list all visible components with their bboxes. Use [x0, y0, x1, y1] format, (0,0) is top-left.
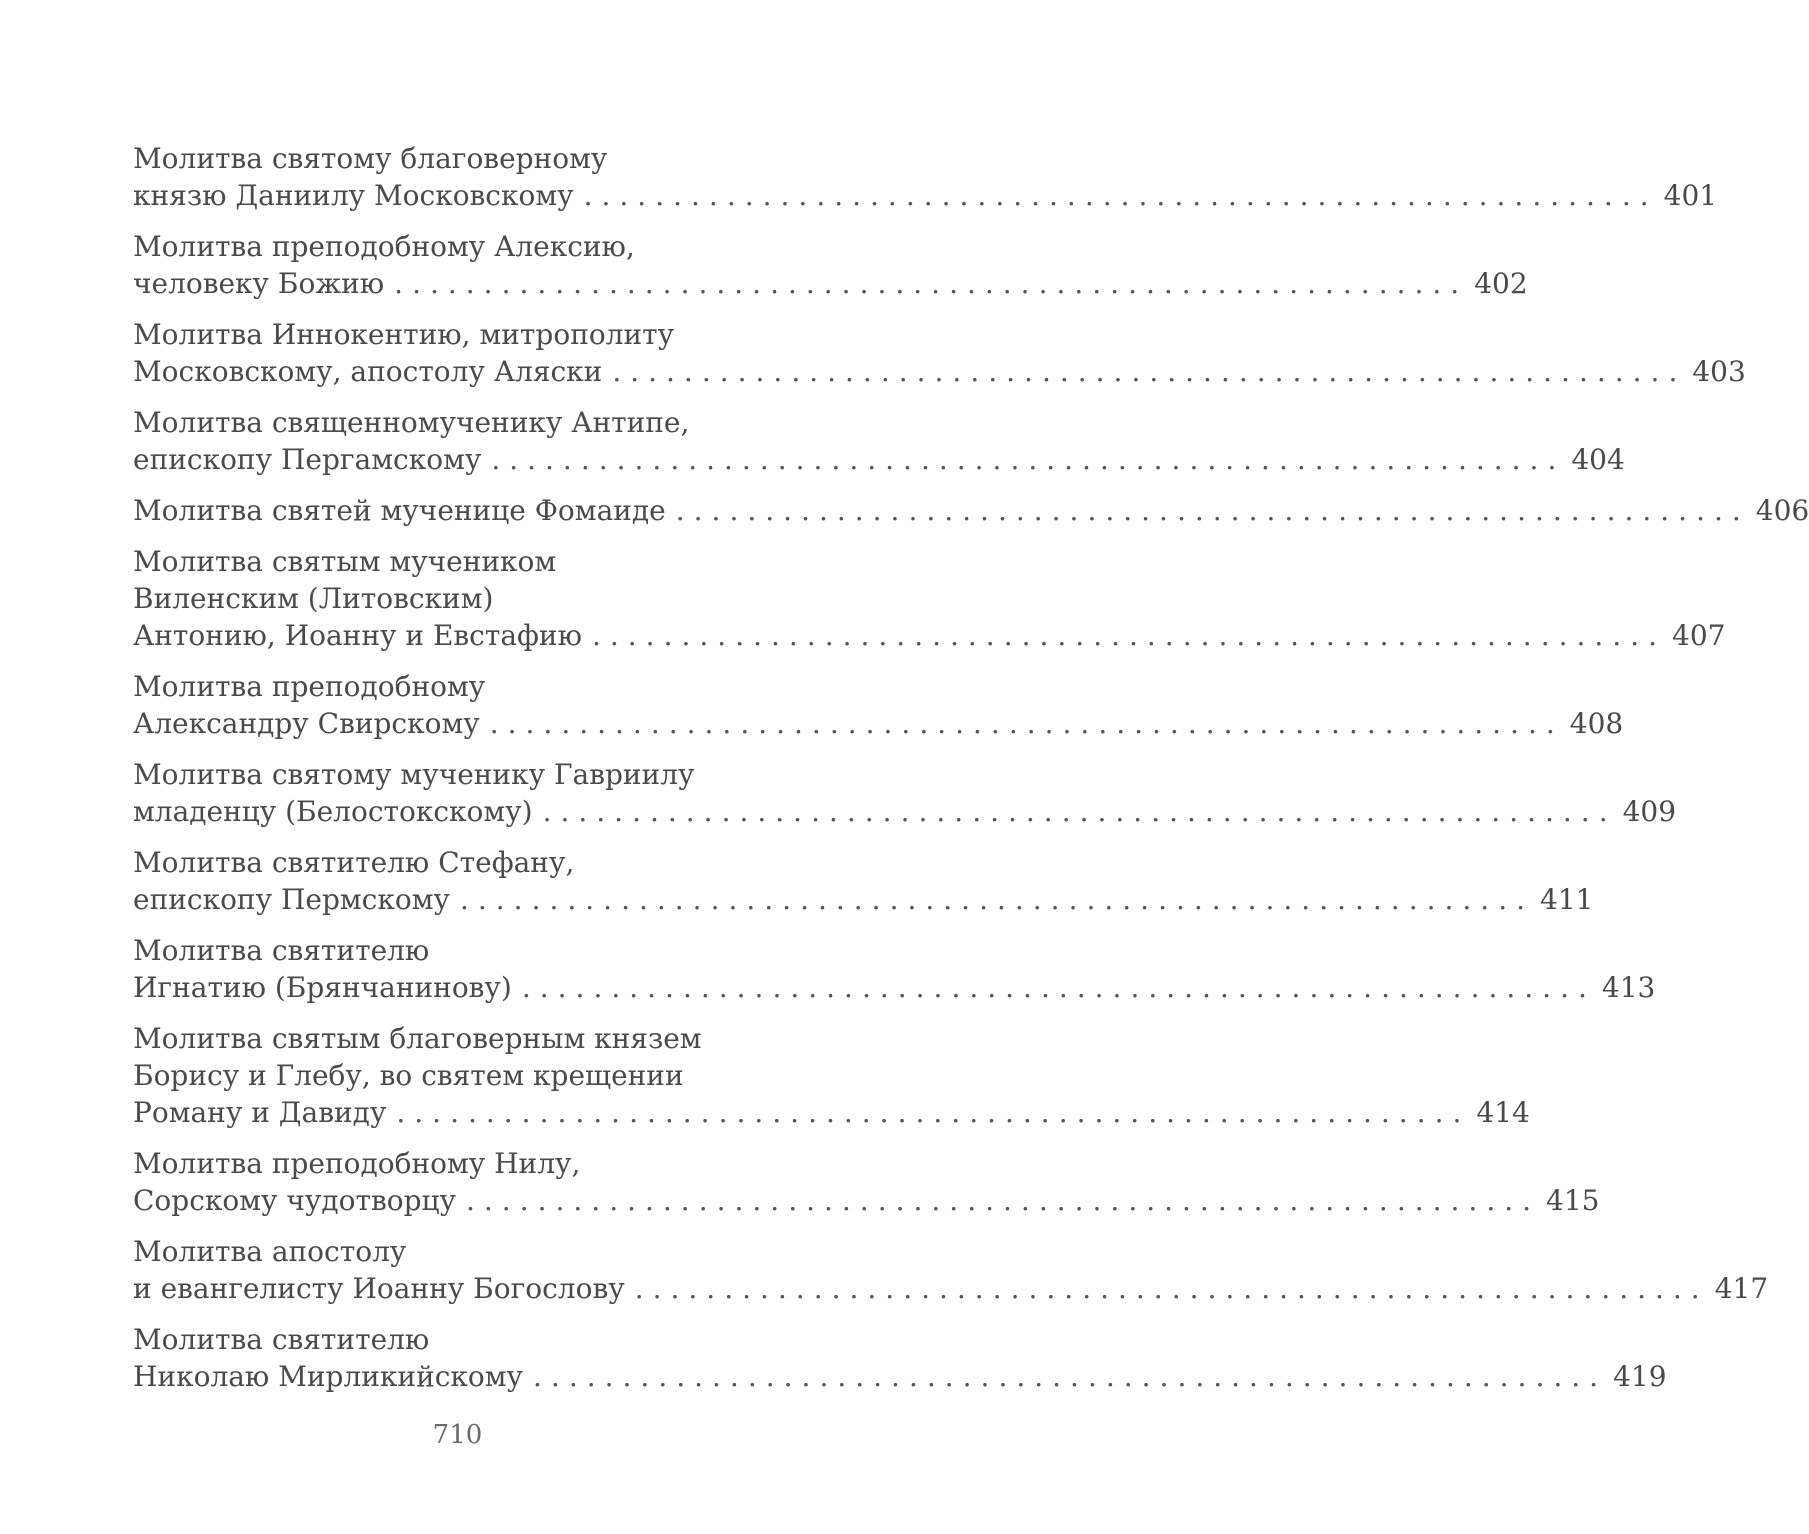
table-of-contents	[133, 140, 1809, 1395]
toc-entry-title-line: Антонию, Иоанну и Евстафию	[133, 619, 582, 652]
toc-entry-title-line: Молитва Иннокентию, митрополиту	[133, 318, 675, 351]
toc-entry-title-line: Молитва священномученику Антипе,	[133, 406, 690, 439]
toc-entry	[133, 228, 1528, 302]
toc-entry	[133, 543, 1726, 654]
toc-entry-last-line	[133, 705, 1624, 742]
toc-entry-title-line: Молитва святителю Стефану,	[133, 846, 575, 879]
dot-leader: ............................................................	[459, 883, 1534, 916]
toc-entry-last-line	[133, 441, 1625, 478]
toc-entry-title-line: Молитва святому мученику Гавриилу	[133, 758, 695, 791]
toc-entry	[133, 1321, 1667, 1395]
toc-entry-last-line	[133, 969, 1656, 1006]
toc-page-number: 402	[1474, 267, 1528, 300]
toc-entry-last-line	[133, 617, 1726, 654]
page-number: 710	[432, 1420, 483, 1450]
toc-entry	[133, 844, 1594, 918]
toc-entry-title-line: Игнатию (Брянчанинову)	[133, 971, 512, 1004]
toc-page-number: 413	[1601, 971, 1656, 1004]
toc-page-number: 409	[1622, 795, 1677, 828]
toc-page-number: 411	[1540, 883, 1594, 916]
toc-entry-title-line: Молитва святым мученикoм	[133, 545, 557, 578]
toc-entry	[133, 1145, 1600, 1219]
toc-entry-title-line: человеку Божию	[133, 267, 385, 300]
toc-entry-title-line: Роману и Давиду	[133, 1096, 387, 1129]
toc-entry-title-line: Молитва преподобному Нилу,	[133, 1147, 581, 1180]
toc-entry-last-line	[133, 265, 1528, 302]
dot-leader: ............................................................	[394, 267, 1469, 300]
toc-entry-title-line: Молитва преподобному	[133, 670, 486, 703]
toc-entry	[133, 668, 1624, 742]
toc-entry-title-line: Сорскому чудотворцу	[133, 1184, 456, 1217]
toc-entry-title-line: младенцу (Белостокскому)	[133, 795, 533, 828]
toc-entry	[133, 140, 1718, 214]
dot-leader: ............................................................	[591, 619, 1667, 652]
toc-entry-title-line: и евангелисту Иоанну Богослову	[133, 1272, 625, 1305]
toc-page-number: 414	[1476, 1096, 1530, 1129]
toc-entry-title-line: Молитва святителю	[133, 934, 430, 967]
dot-leader: ............................................................	[675, 494, 1750, 527]
toc-entry-last-line	[133, 1182, 1600, 1219]
toc-entry-last-line	[133, 177, 1718, 214]
toc-entry-last-line	[133, 492, 1809, 529]
toc-entry-last-line	[133, 881, 1594, 918]
toc-page-number: 403	[1692, 355, 1746, 388]
toc-entry-title-line: епископу Пергамскому	[133, 443, 482, 476]
toc-entry-last-line	[133, 1358, 1667, 1395]
toc-entry-title-line: Борису и Глебу, во святем крещении	[133, 1059, 684, 1092]
toc-entry-last-line	[133, 793, 1677, 830]
toc-entry-title-line: Виленским (Литовским)	[133, 582, 494, 615]
toc-entry	[133, 404, 1625, 478]
toc-entry	[133, 1020, 1530, 1131]
toc-entry-title-line: Николаю Мирликийскому	[133, 1360, 524, 1393]
toc-entry	[133, 492, 1809, 529]
toc-entry-title-line: Молитва святым благоверным князем	[133, 1022, 702, 1055]
dot-leader: ............................................................	[612, 355, 1687, 388]
toc-page-number: 406	[1755, 494, 1809, 527]
toc-entry-title-line: князю Даниилу Московскому	[133, 179, 574, 212]
toc-entry	[133, 756, 1677, 830]
toc-page-number: 417	[1714, 1272, 1769, 1305]
toc-entry	[133, 932, 1656, 1006]
toc-entry-last-line	[133, 1270, 1769, 1307]
toc-entry-title-line: Молитва преподобному Алексию,	[133, 230, 635, 263]
dot-leader: ............................................................	[634, 1272, 1709, 1305]
toc-entry-title-line: Александру Свирскому	[133, 707, 480, 740]
toc-entry	[133, 316, 1746, 390]
dot-leader: ............................................................	[542, 795, 1617, 828]
dot-leader: ............................................................	[466, 1184, 1541, 1217]
toc-page-number: 404	[1571, 443, 1625, 476]
toc-entry-title-line: Молитва святому благоверному	[133, 142, 608, 175]
toc-page-number: 408	[1569, 707, 1624, 740]
toc-page-number: 415	[1546, 1184, 1600, 1217]
dot-leader: ............................................................	[491, 443, 1566, 476]
dot-leader: ............................................................	[583, 179, 1658, 212]
toc-entry-title-line: Молитва святителю	[133, 1323, 430, 1356]
toc-entry-title-line: Молитва святей мученице Фомаиде	[133, 494, 666, 527]
toc-entry-last-line	[133, 1094, 1530, 1131]
dot-leader: ............................................................	[489, 707, 1564, 740]
dot-leader: ............................................................	[533, 1360, 1608, 1393]
toc-page-number: 401	[1663, 179, 1718, 212]
dot-leader: ............................................................	[521, 971, 1596, 1004]
toc-entry	[133, 1233, 1769, 1307]
toc-entry-last-line	[133, 353, 1746, 390]
toc-entry-title-line: Московскому, апостолу Аляски	[133, 355, 603, 388]
toc-entry-title-line: епископу Пермскому	[133, 883, 450, 916]
toc-page-number: 419	[1613, 1360, 1667, 1393]
toc-entry-title-line: Молитва апостолу	[133, 1235, 407, 1268]
dot-leader: ............................................................	[396, 1096, 1471, 1129]
toc-page-number: 407	[1672, 619, 1726, 652]
